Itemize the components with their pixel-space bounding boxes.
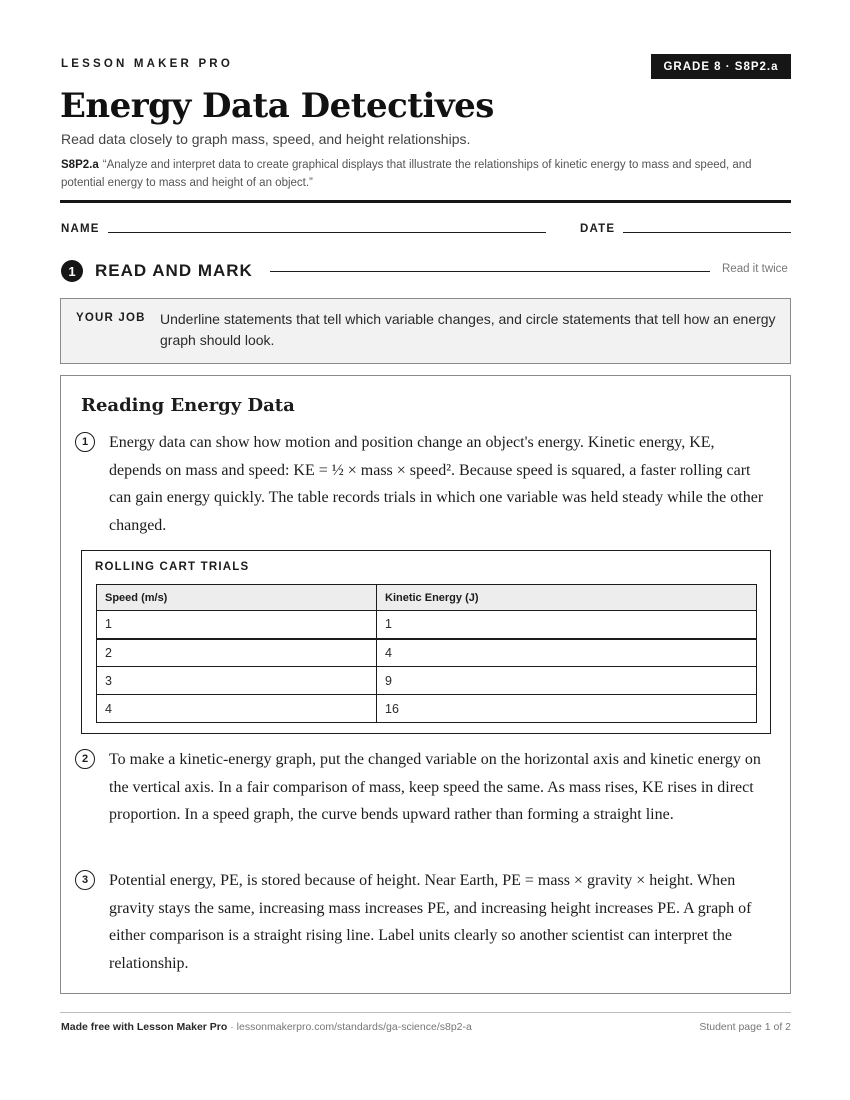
table-header-kinetic-energy: Kinetic Energy (J) [377,585,757,611]
table-cell: 3 [97,667,377,695]
table-cell: 2 [97,639,377,667]
table-cell: 16 [377,695,757,723]
standard-code: S8P2.a [61,159,99,171]
footer-url[interactable]: · lessonmakerpro.com/standards/ga-science/s8p2-a [227,1021,472,1033]
table-cell: 1 [97,611,377,639]
table-header-row [97,585,757,611]
paragraph-text[interactable]: Potential energy, PE, is stored because of height. Near Earth, PE = mass × gravity × height. When gravity stays the same, increasing mass increases PE, and increasing height increases PE. A graph of either comparison is a straight rising line. Label units clearly so another scientist can interpret the relationship. [109,872,752,973]
footer-page-number: Student page 1 of 2 [699,1021,791,1033]
name-line[interactable] [108,232,546,233]
table-row [97,667,757,695]
table-cell: 1 [377,611,757,639]
footer-divider [60,1012,791,1013]
standard-statement [61,156,793,192]
brand-name: LESSON MAKER PRO [61,58,233,70]
your-job-label: YOUR JOB [76,312,146,324]
date-label: DATE [580,223,616,235]
paragraph-number: 2 [75,749,95,769]
section-number-badge: 1 [61,260,83,282]
page-title: Energy Data Detectives [60,86,494,126]
standard-text: “Analyze and interpret data to create graphical displays that illustrate the relationships of kinetic energy to mass and speed, and potential energy to mass and height of an object.” [61,159,752,189]
section-title: READ AND MARK [95,261,253,280]
table-row [97,639,757,667]
rolling-cart-table-box [81,550,771,734]
table-cell: 9 [377,667,757,695]
table-header-speed: Speed (m/s) [97,585,377,611]
rolling-cart-table [96,584,757,723]
table-cell: 4 [377,639,757,667]
grade-badge: GRADE 8 · S8P2.a [651,54,791,79]
paragraph-text[interactable]: To make a kinetic-energy graph, put the changed variable on the horizontal axis and kinetic energy on the vertical axis. In a fair comparison of mass, keep speed the same. As mass rises, KE rises in direct proportion. In a speed graph, the curve bends upward rather than forming a straight line. [109,751,761,824]
section-rule [270,271,710,272]
reading-passage [60,375,791,994]
paragraph-number: 3 [75,870,95,890]
your-job-text: Underline statements that tell which variable changes, and circle statements that tell how an energy graph should look. [160,311,776,348]
table-row [97,695,757,723]
table-caption: ROLLING CART TRIALS [95,561,250,573]
table-cell: 4 [97,695,377,723]
your-job-box [60,298,791,364]
page-subtitle: Read data closely to graph mass, speed, and height relationships. [61,131,471,147]
footer-credit [61,1021,472,1033]
header-divider [60,200,791,203]
reading-title: Reading Energy Data [81,395,295,416]
table-row [97,611,757,639]
paragraph-number: 1 [75,432,95,452]
paragraph-text[interactable]: Energy data can show how motion and position change an object's energy. Kinetic energy, KE, depends on mass and speed: KE = ½ × mass × speed². Because speed is squared, a faster rolling cart can gain energy quickly. The table records trials in which one variable was held steady while the other changed. [109,434,764,535]
date-line[interactable] [623,232,791,233]
footer-made-with: Made free with Lesson Maker Pro [61,1021,228,1033]
section-note: Read it twice [722,263,788,275]
name-label: NAME [61,223,100,235]
